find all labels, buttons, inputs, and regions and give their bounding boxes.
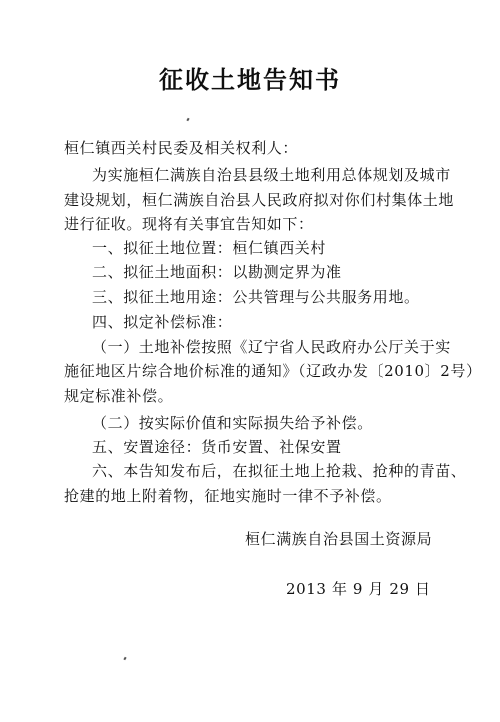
- issuer-name: 桓仁满族自治县国土资源局: [245, 530, 433, 548]
- item-location: 一、拟征土地位置：桓仁镇西关村: [92, 239, 327, 257]
- scan-speck: [123, 657, 126, 661]
- intro-line-2: 建设规划，桓仁满族自治县人民政府拟对你们村集体土地: [64, 191, 455, 209]
- compensation-2: （二）按实际价值和实际损失给予补偿。: [92, 414, 373, 432]
- item-notice-line-2: 抢建的地上附着物，征地实施时一律不予补偿。: [64, 487, 392, 505]
- item-notice-line-1: 六、本告知发布后，在拟征土地上抢栽、抢种的青苗、: [92, 462, 467, 480]
- addressee: 桓仁镇西关村民委及相关权利人：: [64, 139, 299, 157]
- item-compensation-standard: 四、拟定补偿标准：: [92, 313, 233, 331]
- compensation-1-line-1: （一）土地补偿按照《辽宁省人民政府办公厅关于实: [92, 338, 451, 356]
- intro-line-3: 进行征收。现将有关事宜告知如下：: [64, 215, 314, 233]
- compensation-1-line-2: 施征地区片综合地价标准的通知》（辽政办发〔2010〕2号）: [64, 362, 482, 380]
- scan-speck: [186, 118, 189, 122]
- item-area: 二、拟征土地面积：以勘测定界为准: [92, 263, 342, 281]
- item-resettlement: 五、安置途径：货币安置、社保安置: [92, 438, 342, 456]
- intro-line-1: 为实施桓仁满族自治县县级土地利用总体规划及城市: [92, 166, 451, 184]
- issue-date: 2013 年 9 月 29 日: [286, 580, 431, 598]
- document-title: 征收土地告知书: [159, 65, 341, 94]
- compensation-1-line-3: 规定标准补偿。: [64, 387, 174, 405]
- item-usage: 三、拟征土地用途：公共管理与公共服务用地。: [92, 288, 420, 306]
